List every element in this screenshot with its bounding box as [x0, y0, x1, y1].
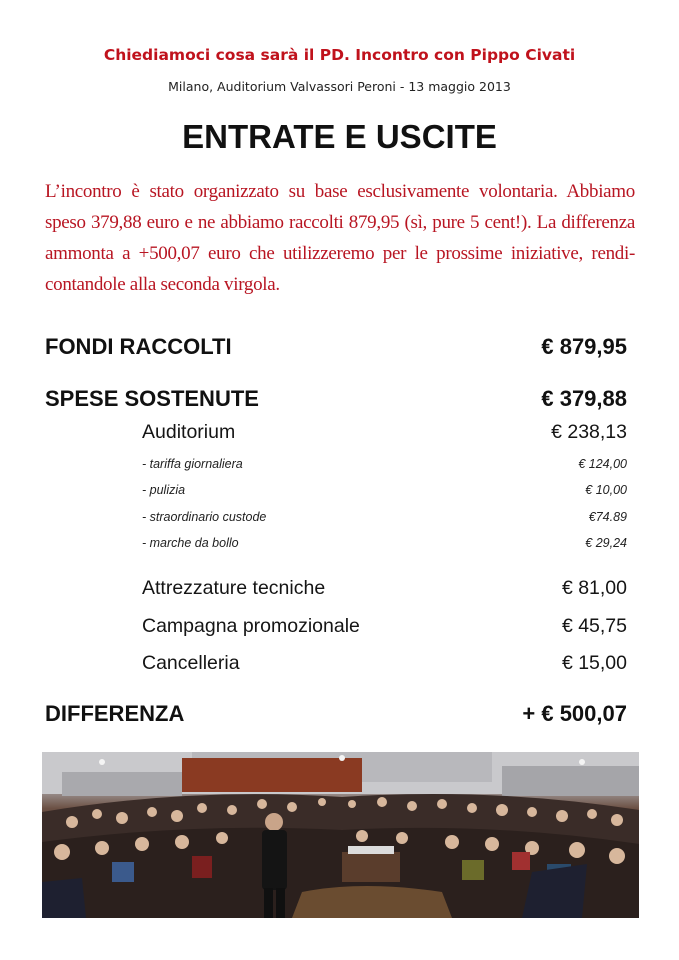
- item-value: € 124,00: [578, 457, 627, 471]
- item-value: € 10,00: [585, 483, 627, 497]
- cost-label: Cancelleria: [142, 652, 240, 674]
- auditorium-item: [142, 483, 627, 501]
- fondi-value: € 879,95: [541, 334, 627, 359]
- auditorium-value: € 238,13: [551, 421, 627, 443]
- intro-paragraph: L’incontro è stato organizzato su base esclusivamente volontaria. Abbiamo speso 379,88 euro e ne abbiamo raccolti 879,95 (sì, pure 5 cent!). La differenza ammonta a +500,07 euro che utilizzeremo per le prossime iniziative, rendi-contandole alla seconda virgola.: [45, 181, 635, 295]
- auditorium-item: [142, 457, 627, 475]
- audience-photo: [42, 752, 639, 918]
- item-label: - pulizia: [142, 483, 186, 497]
- auditorium-row: [142, 421, 627, 447]
- cost-label: Campagna promozionale: [142, 615, 360, 637]
- cost-label: Attrezzature tecniche: [142, 577, 326, 599]
- spese-row: [45, 386, 627, 416]
- item-label: - tariffa giornaliera: [142, 457, 243, 471]
- auditorium-item: [142, 536, 627, 554]
- auditorium-label: Auditorium: [142, 421, 236, 443]
- item-label: - straordinario custode: [142, 510, 267, 524]
- item-value: €74.89: [588, 510, 627, 524]
- fondi-row: [45, 334, 627, 364]
- differenza-row: [45, 701, 627, 731]
- cost-value: € 15,00: [561, 652, 627, 674]
- cost-row: [142, 615, 627, 641]
- spese-label: SPESE SOSTENUTE: [45, 386, 259, 411]
- differenza-label: DIFFERENZA: [45, 701, 185, 726]
- differenza-value: + € 500,07: [522, 701, 627, 726]
- cost-row: [142, 577, 627, 603]
- cost-value: € 81,00: [561, 577, 627, 599]
- event-title: Chiediamoci cosa sarà il PD. Incontro con Pippo Civati: [103, 46, 576, 64]
- cost-row: [142, 652, 627, 678]
- event-subtitle: Milano, Auditorium Valvassori Peroni - 13 maggio 2013: [168, 79, 511, 94]
- audience-photo-illustration: [42, 752, 639, 918]
- spese-value: € 379,88: [541, 386, 627, 411]
- cost-value: € 45,75: [561, 615, 627, 637]
- item-value: € 29,24: [585, 536, 627, 550]
- page-title: ENTRATE E USCITE: [182, 118, 497, 155]
- item-label: - marche da bollo: [142, 536, 239, 550]
- fondi-label: FONDI RACCOLTI: [45, 334, 232, 359]
- auditorium-item: [142, 510, 627, 528]
